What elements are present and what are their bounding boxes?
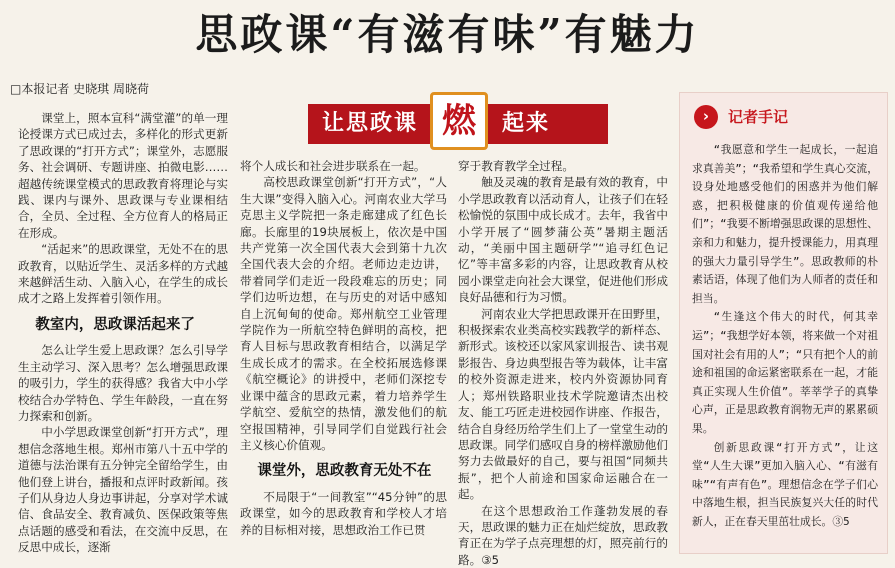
paragraph: 河南农业大学把思政课开在田野里，积极探索农业类高校实践教学的新样态、新形式。该校还以家风家训报告、读书观影报告、身边典型报告等为载体，让丰富的校外资源走进来，校内外资源协同育人；郑州铁路职业技术学院邀请杰出校友、能工巧匠走进校园作讲座、作报告，结合自身经历给学生们上了一堂堂生动的思政课。同学们感叹自身的榜样激励他们努力去做最好的自己，要与祖国“同频共振”，把个人前途和国家命运融合在一起。 [458,306,668,502]
paragraph: 将个人成长和社会进步联系在一起。 [240,159,426,173]
burn-emblem: 燃 [430,92,488,150]
reporter-notes-title: 记者手记 [728,108,789,126]
arrow-right-icon: › [694,105,718,129]
paragraph: “我愿意和学生一起成长，一起追求真善美”；“我希望和学生真心交流，设身处地感受他们的困惑并为他们解惑，把积极健康的价值观传递给他们”；“我要不断增强思政课的思想性、亲和力和魅力，提升授课能力，用真理的强大力量引导学生”。思政教师的朴素话语，体现了他们为人师者的责任和担当。 [692,143,878,305]
paragraph: “生逢这个伟大的时代，何其幸运”；“我想学好本领，将来做一个对祖国对社会有用的人”；“只有把个人的前途和祖国的命运紧密联系在一起，才能真正实现人生价值”。莘莘学子的真挚心声，正是思政教育润物无声的累累硕果。 [692,310,878,435]
article-column-3 [458,158,668,568]
section-banner [308,92,608,152]
subheading: 课堂外，思政教育无处不在 [257,463,432,480]
paragraph: 创新思政课“打开方式”，让这堂“人生大课”更加入脑入心、“有滋有味”“有声有色”。理想信念在学子们心中落地生根，担当民族复兴大任的时代新人，正在春天里茁壮成长。③5 [692,440,878,528]
paragraph: 怎么让学生爱上思政课？怎么引导学生主动学习、深入思考？怎么增强思政课的吸引力，学生的获得感？我省大中小学校结合办学特色、学生年龄段，一直在努力探索和创新。 [18,343,228,423]
paragraph: 触及灵魂的教育是最有效的教育，中小学思政教育以活动育人，让孩子们在轻松愉悦的氛围中成长成才。去年，我省中小学开展了“圆梦蒲公英”暑期主题活动，“美丽中国主题研学”“追寻红色记忆”等丰富多彩的内容，让思政教育从校园小课堂走向社会大课堂，促进他们形成良好品德和行为习惯。 [458,175,668,305]
reporter-notes-body [692,141,878,531]
paragraph: 在这个思想政治工作蓬勃发展的春天，思政课的魅力正在灿烂绽放，思政教育正在为学子点亮理想的灯，照亮前行的路。③5 [458,503,668,567]
paragraph: 穿于教育教学全过程。 [458,159,574,173]
page-headline: 思政课“有滋有味”有魅力 [195,10,700,59]
byline: □本报记者 史晓琪 周晓荷 [10,82,149,96]
paragraph: 中小学思政课堂创新“打开方式”，理想信念落地生根。郑州市第八十五中学的道德与法治课有五分钟完全留给学生，由他们登上讲台，播报和点评时政新闻。孩子们从身边人身边事讲起，分享对学术诚信、食品安全、教育减负、医保政策等焦点话题的感受和看法，在交流中反思，在反思中成长，逐渐 [18,425,228,555]
paragraph: “活起来”的思政课堂，无处不在的思政教育，以贴近学生、灵活多样的方式越来越鲜活生动、入脑入心，在学生的成长成才之路上发挥着引领作用。 [18,242,228,306]
article-column-1 [18,110,228,556]
banner-text-right: 起来 [502,111,551,136]
banner-text-left: 让思政课 [322,111,419,136]
paragraph: 课堂上，照本宣科“满堂灌”的单一理论授课方式已成过去，多样化的形式更新了思政课的“打开方式”；课堂外，志愿服务、社会调研、专题讲座、拍微电影……超越传统课堂模式的思政教育将理论与实践、课内与课外、思政课与专业课相结合，全员、全过程、全方位育人的格局正在形成。 [18,111,228,240]
reporter-notes-box [679,92,888,554]
paragraph: 不局限于“一间教室”“45分钟”的思政课堂，如今的思政教育和学校人才培养的目标相对接，思想政治工作已贯 [240,489,447,537]
subheading: 教室内，思政课活起来了 [35,316,195,333]
paragraph: 高校思政课堂创新“打开方式”，“人生大课”变得入脑入心。河南农业大学马克思主义学院把一条走廊建成了红色长廊。长廊里的19块展板上，依次是中国共产党第一次全国代表大会到第十九次全国代表大会的介绍。老师边走边讲，带着同学们走近一段段难忘的历史；同学们边听边想，在与历史的对话中感知自上沉甸甸的使命。郑州航空工业管理学院作为一所航空特色鲜明的高校，把育人目标与思政教育相结合，以满足学生成长成才的需求。在全校拓展选修课《航空概论》的讲授中，老师们深挖专业课中蕴含的思政元素，着力培养学生学航空、爱航空的热情，激发他们的航空报国精神，引导同学们自觉践行社会主义核心价值观。 [240,175,447,452]
article-column-2 [240,158,447,538]
